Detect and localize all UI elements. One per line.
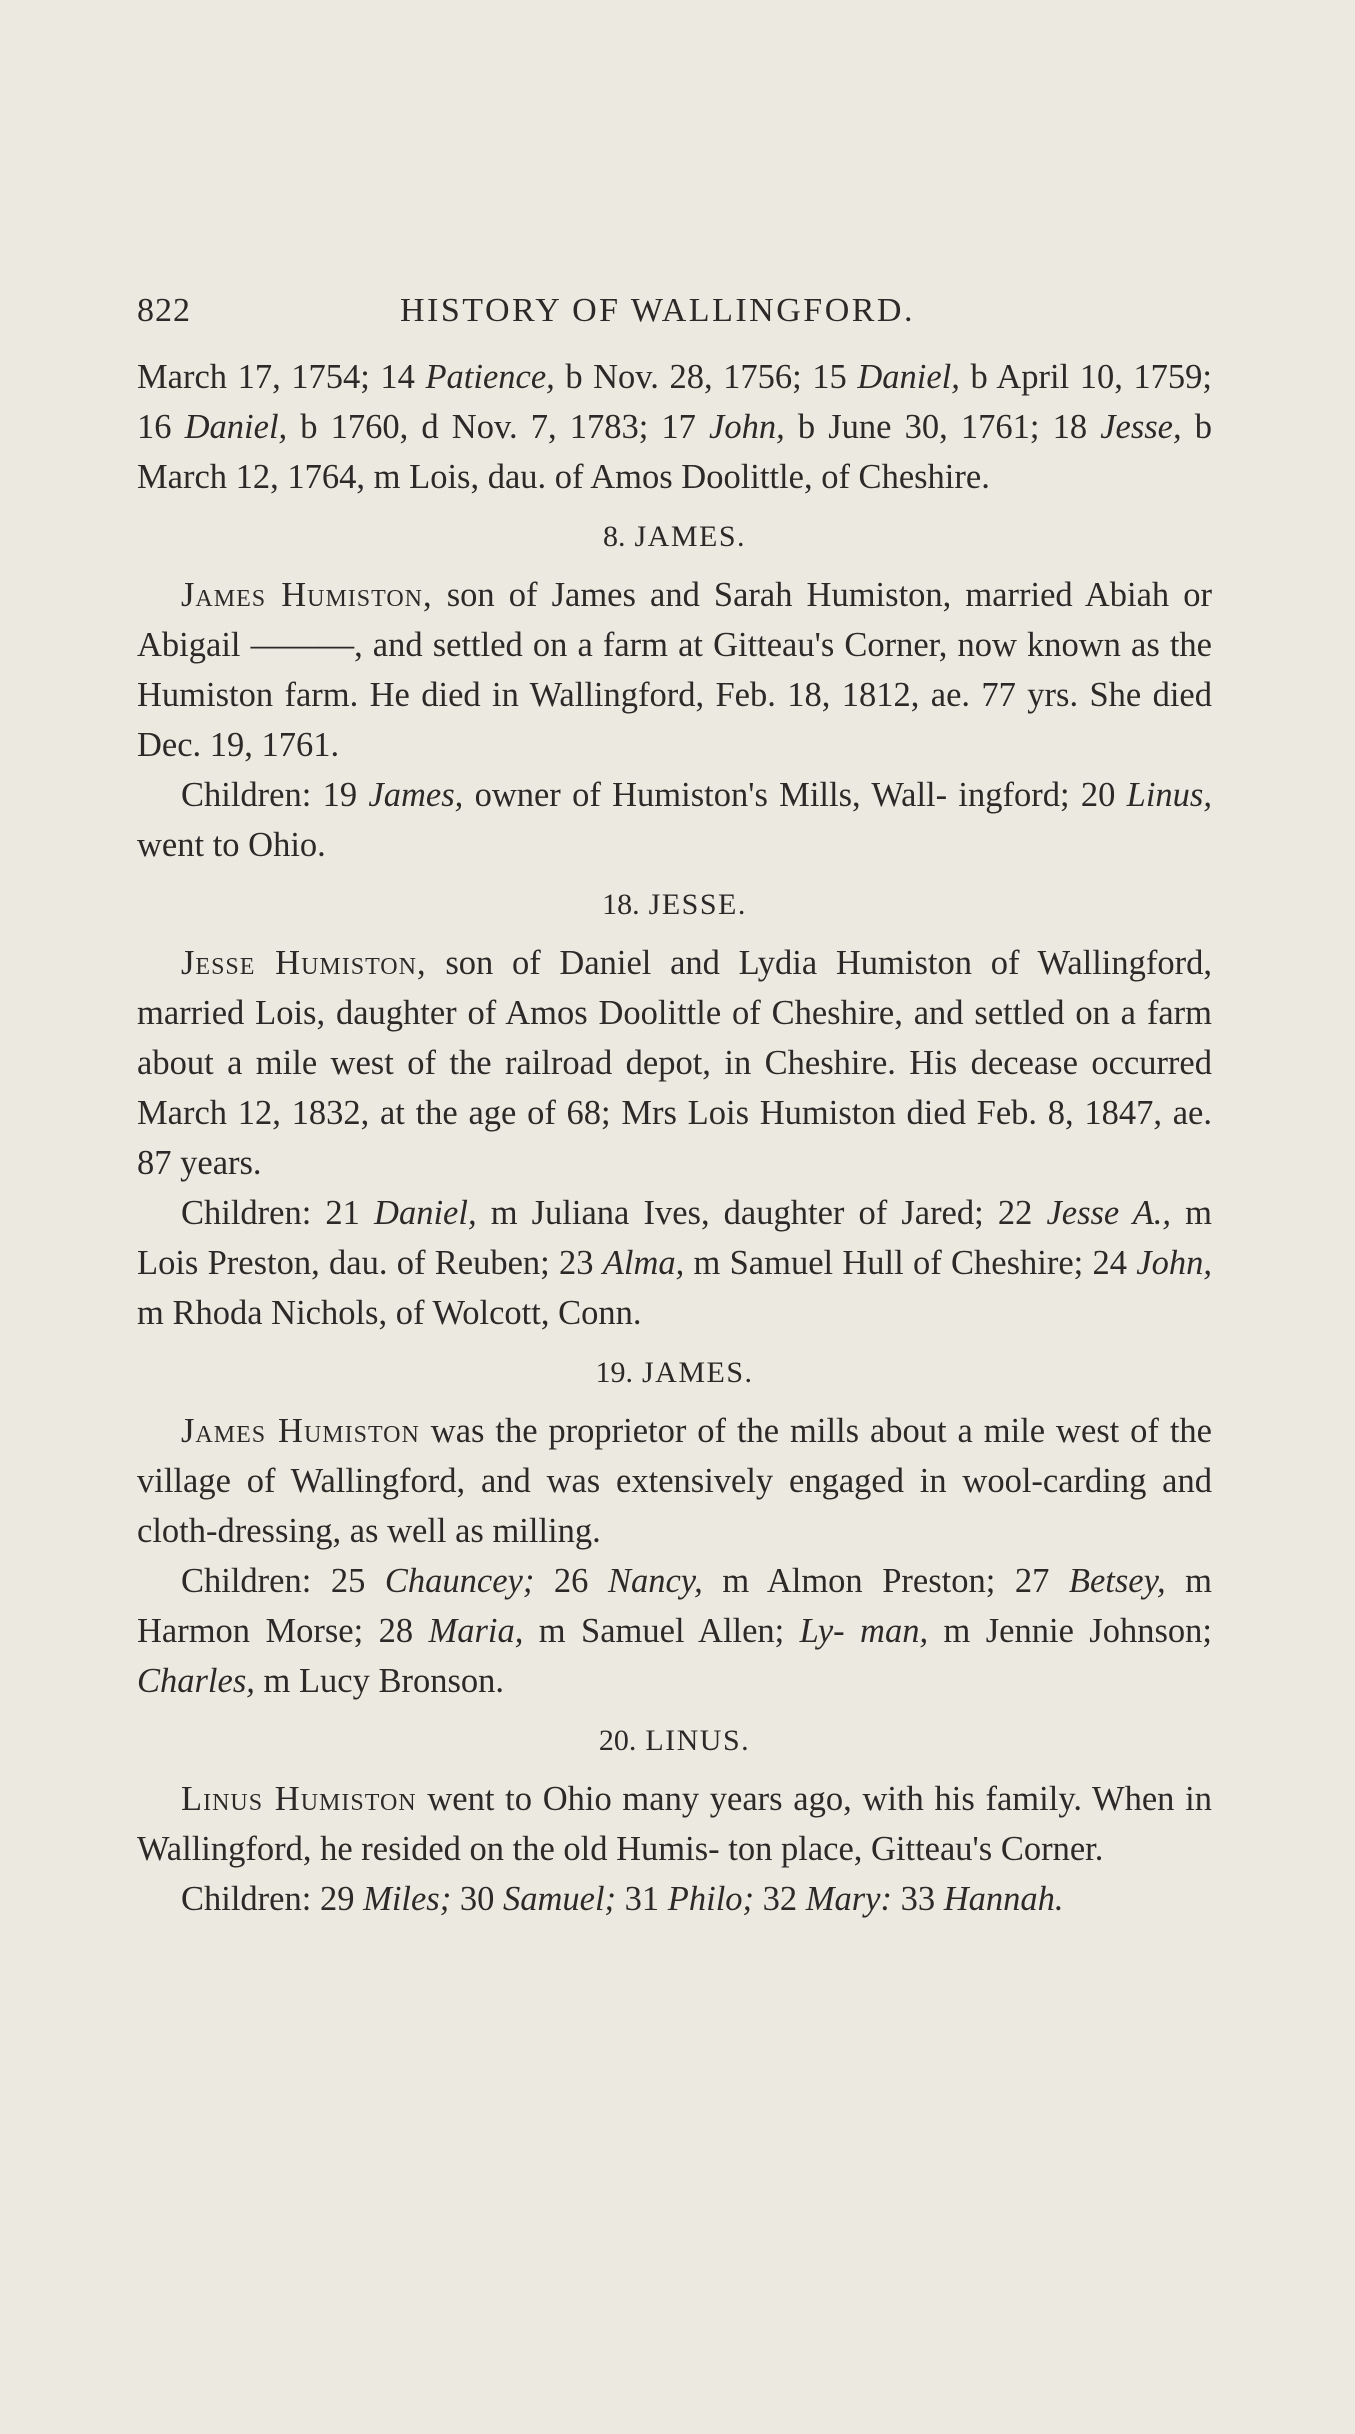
section-heading-19: 19. JAMES. <box>595 1356 754 1389</box>
continuation-paragraph: March 17, 1754; 14 Patience, b Nov. 28, 1756; 15 Daniel, b April 10, 1759; 16 Daniel, b 1760, d Nov. 7, 1783; 17 John, b June 30, 1761; 18 Jesse, b March 12, 1764, m Lois, dau. of Amos Doolittle, of Cheshire. <box>137 358 1212 496</box>
paragraph-20-children: Children: 29 Miles; 30 Samuel; 31 Philo; 32 Mary: 33 Hannah. <box>181 1880 1064 1918</box>
section-heading-20: 20. LINUS. <box>598 1724 751 1757</box>
person-name: James Humiston <box>181 1412 420 1450</box>
running-title: HISTORY OF WALLINGFORD. <box>400 292 915 329</box>
person-name: Linus Humiston <box>181 1780 417 1818</box>
paragraph-18-bio: Jesse Humiston, son of Daniel and Lydia Humiston of Wallingford, married Lois, daughter of Amos Doolittle of Cheshire, and settled on a farm about a mile west of the railroad depot, in Cheshire. His decease occurred March 12, 1832, at the age of 68; Mrs Lois Humiston died Feb. 8, 1847, ae. 87 years. <box>137 944 1212 1182</box>
paragraph-18-children: Children: 21 Daniel, m Juliana Ives, daughter of Jared; 22 Jesse A., m Lois Preston, dau. of Reuben; 23 Alma, m Samuel Hull of Cheshire; 24 John, m Rhoda Nichols, of Wolcott, Conn. <box>137 1194 1212 1332</box>
paragraph-19-bio: James Humiston was the proprietor of the mills about a mile west of the village of Wallingford, and was extensively engaged in wool-carding and cloth-dressing, as well as milling. <box>137 1412 1212 1550</box>
person-name: James Humiston, <box>181 576 433 614</box>
person-name: Jesse Humiston, <box>181 944 427 982</box>
paragraph-8-children: Children: 19 James, owner of Humiston's Mills, Wall- ingford; 20 Linus, went to Ohio. <box>137 776 1212 864</box>
section-heading-18: 18. JESSE. <box>602 888 747 921</box>
paragraph-20-bio: Linus Humiston went to Ohio many years ago, with his family. When in Wallingford, he resided on the old Humis- ton place, Gitteau's Corner. <box>137 1780 1212 1868</box>
section-heading-8: 8. JAMES. <box>602 520 747 553</box>
paragraph-8-bio: James Humiston, son of James and Sarah Humiston, married Abiah or Abigail ———, and settled on a farm at Gitteau's Corner, now known as the Humiston farm. He died in Wallingford, Feb. 18, 1812, ae. 77 yrs. She died Dec. 19, 1761. <box>137 576 1212 764</box>
paragraph-19-children: Children: 25 Chauncey; 26 Nancy, m Almon Preston; 27 Betsey, m Harmon Morse; 28 Maria, m Samuel Allen; Ly- man, m Jennie Johnson; Charles, m Lucy Bronson. <box>137 1562 1213 1700</box>
page-number: 822 <box>137 292 191 329</box>
body-text <box>137 352 1212 1924</box>
